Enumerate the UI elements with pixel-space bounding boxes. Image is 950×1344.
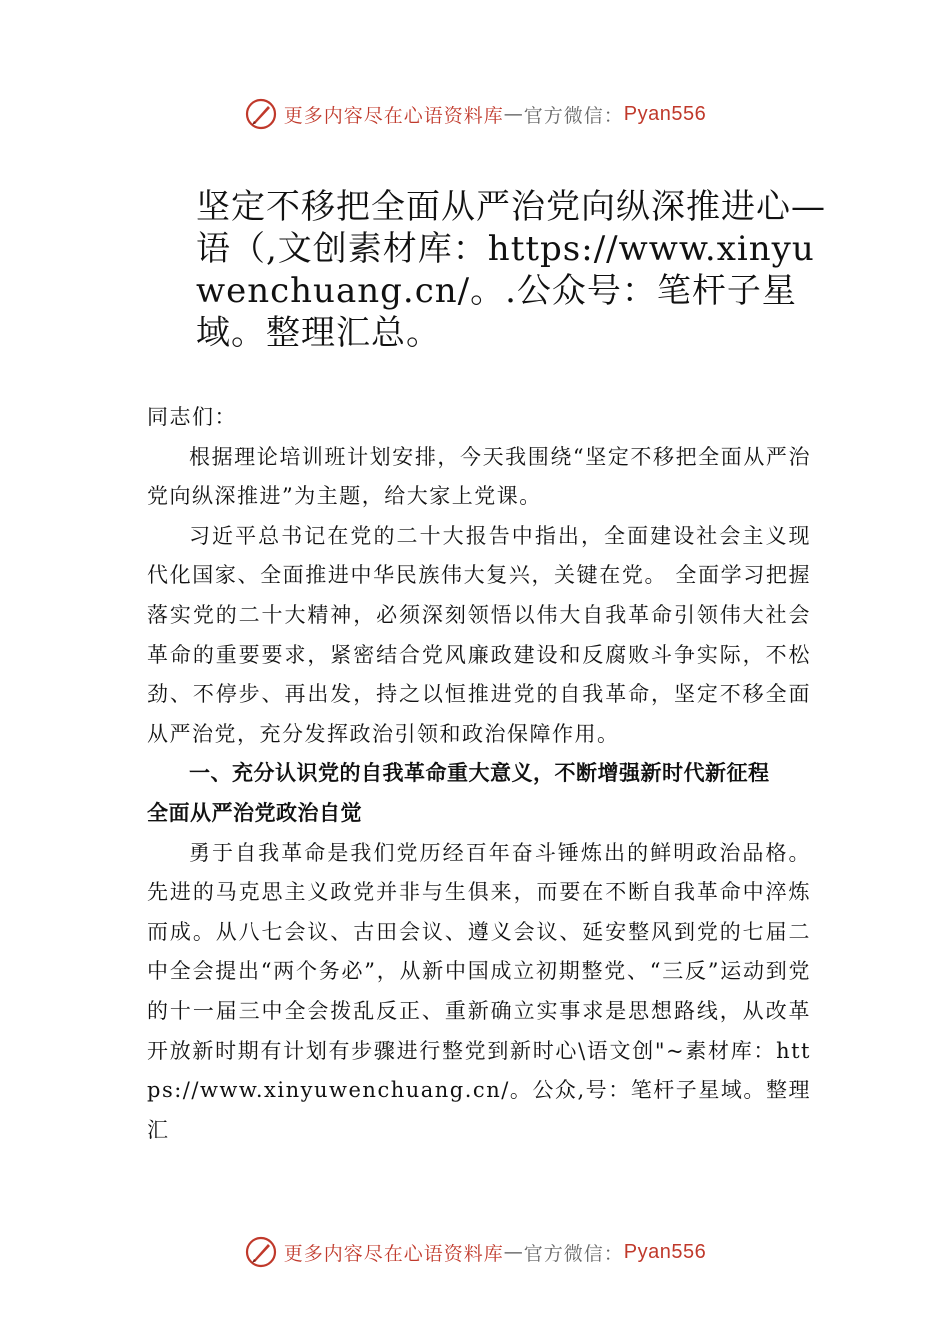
quill-logo-icon (244, 97, 278, 131)
banner-separator: — (503, 1241, 524, 1263)
footer-banner (0, 1230, 950, 1274)
paragraph-intro: 根据理论培训班计划安排，今天我围绕“坚定不移把全面从严治党向纵深推进”为主题，给大家上党课。 (147, 444, 811, 509)
banner-separator: — (503, 103, 524, 125)
greeting: 同志们： (147, 405, 237, 429)
quill-logo-icon (244, 1235, 278, 1269)
banner-wechat-id: Pyan556 (623, 1240, 707, 1263)
document-title: 坚定不移把全面从严治党向纵深推进心—语（,文创素材库：https://www.xinyuwenchuang.cn/。.公众号：笔杆子星域。整理汇总。 (196, 187, 826, 353)
banner-promo-text: 更多内容尽在心语资料库 (283, 1242, 504, 1265)
header-banner (0, 92, 950, 136)
banner-wechat-label: 官方微信： (523, 104, 624, 127)
document-body (147, 398, 811, 1150)
banner-wechat-id: Pyan556 (623, 102, 707, 125)
banner-wechat-label: 官方微信： (523, 1242, 624, 1265)
section-heading: 一、充分认识党的自我革命重大意义，不断增强新时代新征程全面从严治党政治自觉 (147, 761, 770, 825)
banner-promo-text: 更多内容尽在心语资料库 (283, 104, 504, 127)
paragraph-context: 习近平总书记在党的二十大报告中指出，全面建设社会主义现代化国家、全面推进中华民族伟大复兴，关键在党。 全面学习把握落实党的二十大精神，必须深刻领悟以伟大自我革命引领伟大社会革命的重要要求，紧密结合党风廉政建设和反腐败斗争实际，不松劲、不停步、再出发，持之以恒推进党的自我革命，坚定不移全面从严治党，充分发挥政治引领和政治保障作用。 (147, 523, 811, 746)
paragraph-section-one: 勇于自我革命是我们党历经百年奋斗锤炼出的鲜明政治品格。先进的马克思主义政党并非与生俱来，而要在不断自我革命中淬炼而成。从八七会议、古田会议、遵义会议、延安整风到党的七届二中全会提出“两个务必”，从新中国成立初期整党、“三反”运动到党的十一届三中全会拨乱反正、重新确立实事求是思想路线，从改革开放新时期有计划有步骤进行整党到新时心\语文创"~素材库：https://www.xinyuwenchuang.cn/。公众,号：笔杆子星域。整理汇 (147, 840, 811, 1142)
